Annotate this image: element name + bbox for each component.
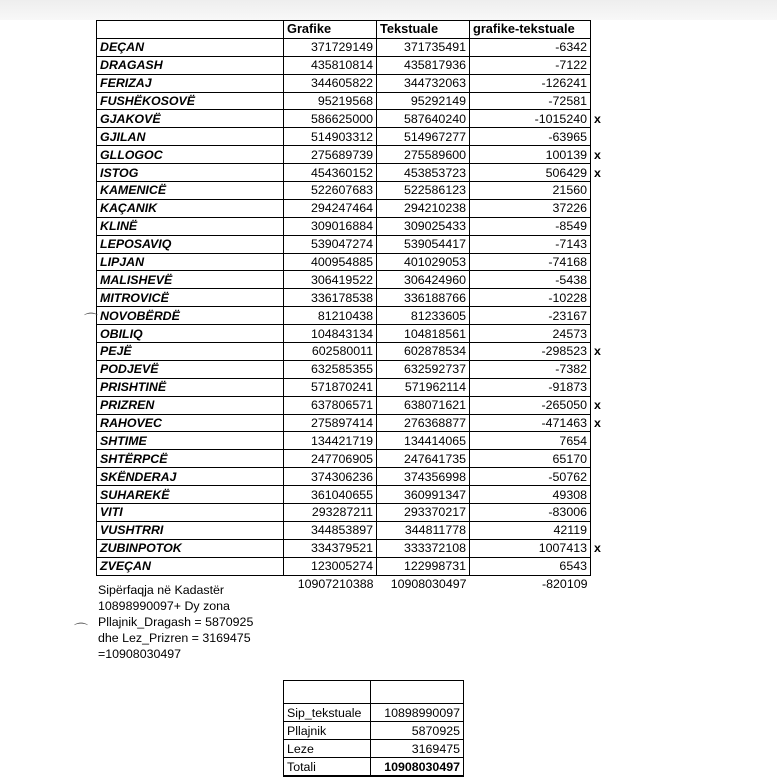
municipality-name: VITI	[97, 504, 284, 522]
header-flag	[591, 21, 680, 39]
grafike-value: 539047274	[284, 235, 377, 253]
municipality-name: KLINË	[97, 217, 284, 235]
municipality-name: LIPJAN	[97, 253, 284, 271]
tekstuale-value: 632592737	[377, 360, 470, 378]
table-row	[97, 271, 680, 289]
flag-mark	[591, 557, 680, 575]
diff-value: -265050	[470, 396, 591, 414]
diff-value: -63965	[470, 128, 591, 146]
flag-mark	[591, 74, 680, 92]
table-header-row	[97, 21, 680, 39]
tekstuale-value: 344732063	[377, 74, 470, 92]
header-diff: grafike-tekstuale	[470, 21, 591, 39]
table-row	[97, 289, 680, 307]
flag-mark	[591, 289, 680, 307]
summary-value: 5870925	[371, 722, 464, 740]
municipality-name: VUSHTRRI	[97, 521, 284, 539]
diff-value: -298523	[470, 343, 591, 361]
table-row	[97, 557, 680, 575]
grafike-value: 309016884	[284, 217, 377, 235]
tekstuale-value: 104818561	[377, 325, 470, 343]
grafike-value: 344853897	[284, 521, 377, 539]
grafike-value: 306419522	[284, 271, 377, 289]
diff-value: -5438	[470, 271, 591, 289]
municipality-name: DEÇAN	[97, 38, 284, 56]
municipality-name: KAÇANIK	[97, 199, 284, 217]
table-row	[97, 110, 680, 128]
table-row	[97, 378, 680, 396]
table-row	[97, 396, 680, 414]
total-tekstuale: 10908030497	[390, 577, 467, 592]
summary-label: Sip_tekstuale	[284, 704, 371, 722]
diff-value: -7122	[470, 56, 591, 74]
table-row	[97, 199, 680, 217]
table-row	[97, 450, 680, 468]
flag-mark: x	[591, 146, 680, 164]
flag-mark	[591, 468, 680, 486]
note-line-5: =10908030497	[98, 647, 182, 661]
table-row	[97, 253, 680, 271]
diff-value: -50762	[470, 468, 591, 486]
tekstuale-value: 587640240	[377, 110, 470, 128]
diff-value: -23167	[470, 307, 591, 325]
tekstuale-value: 333372108	[377, 539, 470, 557]
grafike-value: 454360152	[284, 164, 377, 182]
grafike-value: 294247464	[284, 199, 377, 217]
summary-label: Leze	[284, 740, 371, 758]
diff-value: 6543	[470, 557, 591, 575]
diff-value: -91873	[470, 378, 591, 396]
diff-value: -7382	[470, 360, 591, 378]
total-grafike: 10907210388	[297, 577, 374, 592]
summary-label: Pllajnik	[284, 722, 371, 740]
tekstuale-value: 306424960	[377, 271, 470, 289]
flag-mark	[591, 504, 680, 522]
document-page	[0, 20, 777, 774]
flag-mark: x	[591, 539, 680, 557]
flag-mark	[591, 38, 680, 56]
scan-mark-1: ⌒	[84, 312, 98, 328]
tekstuale-value: 344811778	[377, 521, 470, 539]
summary-total-row	[284, 758, 464, 777]
municipality-name: FUSHËKOSOVË	[97, 92, 284, 110]
total-diff: -820109	[542, 577, 588, 592]
grafike-value: 275689739	[284, 146, 377, 164]
table-row	[97, 164, 680, 182]
diff-value: -7143	[470, 235, 591, 253]
diff-value: 42119	[470, 521, 591, 539]
municipality-name: LEPOSAVIQ	[97, 235, 284, 253]
summary-row	[284, 722, 464, 740]
flag-mark: x	[591, 110, 680, 128]
municipality-name: PODJEVË	[97, 360, 284, 378]
grafike-value: 247706905	[284, 450, 377, 468]
tekstuale-value: 134414065	[377, 432, 470, 450]
scan-mark-2: ⌒	[74, 622, 88, 638]
diff-value: 1007413	[470, 539, 591, 557]
diff-value: -6342	[470, 38, 591, 56]
flag-mark	[591, 217, 680, 235]
flag-mark	[591, 92, 680, 110]
grafike-value: 435810814	[284, 56, 377, 74]
municipality-name: ZVEÇAN	[97, 557, 284, 575]
summary-label: Totali	[284, 758, 371, 777]
tekstuale-value: 309025433	[377, 217, 470, 235]
table-row	[97, 414, 680, 432]
municipality-name: PRIZREN	[97, 396, 284, 414]
grafike-value: 336178538	[284, 289, 377, 307]
table-row	[97, 360, 680, 378]
grafike-value: 371729149	[284, 38, 377, 56]
municipality-name: DRAGASH	[97, 56, 284, 74]
cadastre-note	[98, 582, 253, 662]
tekstuale-value: 522586123	[377, 182, 470, 200]
flag-mark: x	[591, 414, 680, 432]
municipality-name: SHTËRPCË	[97, 450, 284, 468]
table-row	[97, 539, 680, 557]
grafike-value: 275897414	[284, 414, 377, 432]
municipality-name: OBILIQ	[97, 325, 284, 343]
flag-mark: x	[591, 396, 680, 414]
header-tekstuale: Tekstuale	[377, 21, 470, 39]
tekstuale-value: 293370217	[377, 504, 470, 522]
table-row	[97, 128, 680, 146]
municipality-name: MITROVICË	[97, 289, 284, 307]
tekstuale-value: 539054417	[377, 235, 470, 253]
municipality-name: RAHOVEC	[97, 414, 284, 432]
table-row	[97, 521, 680, 539]
grafike-value: 95219568	[284, 92, 377, 110]
note-line-3: Pllajnik_Dragash = 5870925	[98, 615, 254, 629]
diff-value: -83006	[470, 504, 591, 522]
tekstuale-value: 602878534	[377, 343, 470, 361]
flag-mark	[591, 253, 680, 271]
tekstuale-value: 247641735	[377, 450, 470, 468]
diff-value: -10228	[470, 289, 591, 307]
flag-mark	[591, 360, 680, 378]
municipality-name: MALISHEVË	[97, 271, 284, 289]
municipality-name: PEJË	[97, 343, 284, 361]
tekstuale-value: 453853723	[377, 164, 470, 182]
table-row	[97, 74, 680, 92]
municipality-name: SUHAREKË	[97, 486, 284, 504]
municipality-name: GLLOGOC	[97, 146, 284, 164]
table-row	[97, 235, 680, 253]
summary-row	[284, 704, 464, 722]
summary-value: 10898990097	[371, 704, 464, 722]
municipality-name: SKËNDERAJ	[97, 468, 284, 486]
table-row	[97, 182, 680, 200]
diff-value: 37226	[470, 199, 591, 217]
diff-value: -74168	[470, 253, 591, 271]
table-row	[97, 92, 680, 110]
tekstuale-value: 275589600	[377, 146, 470, 164]
diff-value: 21560	[470, 182, 591, 200]
table-row	[97, 56, 680, 74]
table-row	[97, 146, 680, 164]
tekstuale-value: 336188766	[377, 289, 470, 307]
municipality-name: GJAKOVË	[97, 110, 284, 128]
diff-value: 506429	[470, 164, 591, 182]
grafike-value: 602580011	[284, 343, 377, 361]
table-row	[97, 38, 680, 56]
municipality-name: NOVOBËRDË	[97, 307, 284, 325]
summary-row	[284, 740, 464, 758]
table-row	[97, 468, 680, 486]
flag-mark: x	[591, 164, 680, 182]
flag-mark	[591, 378, 680, 396]
grafike-value: 81210438	[284, 307, 377, 325]
municipality-name: KAMENICË	[97, 182, 284, 200]
grafike-value: 104843134	[284, 325, 377, 343]
viewer-top-bar	[0, 0, 777, 20]
diff-value: -8549	[470, 217, 591, 235]
table-row	[97, 486, 680, 504]
summary-table	[283, 680, 464, 777]
diff-value: 49308	[470, 486, 591, 504]
summary-value: 10908030497	[371, 758, 464, 777]
flag-mark	[591, 325, 680, 343]
diff-value: -72581	[470, 92, 591, 110]
tekstuale-value: 122998731	[377, 557, 470, 575]
grafike-value: 334379521	[284, 539, 377, 557]
tekstuale-value: 81233605	[377, 307, 470, 325]
note-line-4: dhe Lez_Prizren = 3169475	[98, 631, 251, 645]
flag-mark: x	[591, 343, 680, 361]
tekstuale-value: 571962114	[377, 378, 470, 396]
tekstuale-value: 514967277	[377, 128, 470, 146]
grafike-value: 637806571	[284, 396, 377, 414]
note-line-2: 10898990097+ Dy zona	[98, 599, 230, 613]
header-name	[97, 21, 284, 39]
tekstuale-value: 294210238	[377, 199, 470, 217]
grafike-value: 571870241	[284, 378, 377, 396]
municipality-name: FERIZAJ	[97, 74, 284, 92]
diff-value: 65170	[470, 450, 591, 468]
municipality-name: ISTOG	[97, 164, 284, 182]
diff-value: -126241	[470, 74, 591, 92]
tekstuale-value: 401029053	[377, 253, 470, 271]
summary-spacer-row	[284, 681, 464, 704]
table-row	[97, 307, 680, 325]
grafike-value: 344605822	[284, 74, 377, 92]
tekstuale-value: 371735491	[377, 38, 470, 56]
flag-mark	[591, 432, 680, 450]
tekstuale-value: 276368877	[377, 414, 470, 432]
table-row	[97, 343, 680, 361]
table-row	[97, 217, 680, 235]
grafike-value: 134421719	[284, 432, 377, 450]
flag-mark	[591, 56, 680, 74]
tekstuale-value: 374356998	[377, 468, 470, 486]
tekstuale-value: 95292149	[377, 92, 470, 110]
municipality-area-table	[96, 20, 679, 593]
municipality-name: GJILAN	[97, 128, 284, 146]
flag-mark	[591, 521, 680, 539]
grafike-value: 361040655	[284, 486, 377, 504]
table-row	[97, 432, 680, 450]
grafike-value: 293287211	[284, 504, 377, 522]
grafike-value: 374306236	[284, 468, 377, 486]
flag-mark	[591, 307, 680, 325]
flag-mark	[591, 235, 680, 253]
grafike-value: 586625000	[284, 110, 377, 128]
municipality-name: ZUBINPOTOK	[97, 539, 284, 557]
summary-value: 3169475	[371, 740, 464, 758]
flag-mark	[591, 486, 680, 504]
flag-mark	[591, 128, 680, 146]
diff-value: -471463	[470, 414, 591, 432]
grafike-value: 123005274	[284, 557, 377, 575]
grafike-value: 400954885	[284, 253, 377, 271]
municipality-name: SHTIME	[97, 432, 284, 450]
tekstuale-value: 638071621	[377, 396, 470, 414]
municipality-name: PRISHTINË	[97, 378, 284, 396]
tekstuale-value: 360991347	[377, 486, 470, 504]
flag-mark	[591, 199, 680, 217]
grafike-value: 522607683	[284, 182, 377, 200]
table-row	[97, 325, 680, 343]
total-flag	[591, 575, 680, 592]
tekstuale-value: 435817936	[377, 56, 470, 74]
diff-value: 24573	[470, 325, 591, 343]
header-grafike: Grafike	[284, 21, 377, 39]
diff-value: 7654	[470, 432, 591, 450]
note-line-1: Sipërfaqja në Kadastër	[98, 583, 225, 597]
diff-value: -1015240	[470, 110, 591, 128]
grafike-value: 514903312	[284, 128, 377, 146]
grafike-value: 632585355	[284, 360, 377, 378]
diff-value: 100139	[470, 146, 591, 164]
table-row	[97, 504, 680, 522]
flag-mark	[591, 271, 680, 289]
flag-mark	[591, 450, 680, 468]
flag-mark	[591, 182, 680, 200]
